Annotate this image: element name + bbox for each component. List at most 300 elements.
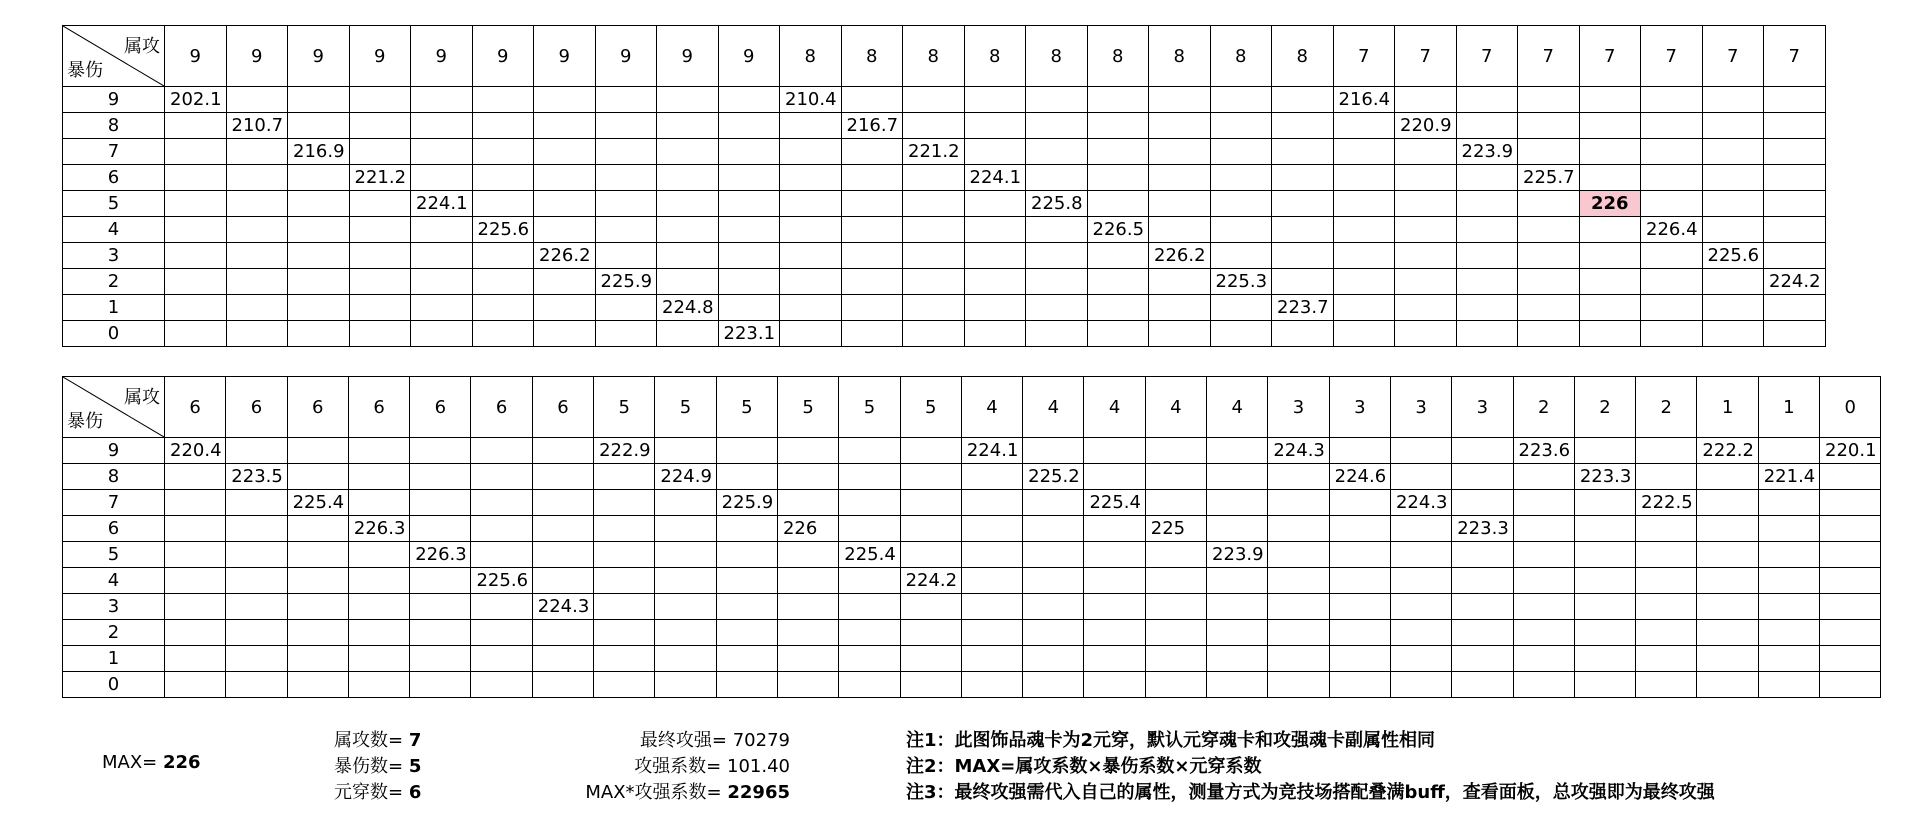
data-cell (1758, 672, 1819, 698)
row-header: 7 (63, 490, 165, 516)
data-cell: 222.5 (1636, 490, 1697, 516)
data-cell (961, 646, 1022, 672)
row-header: 9 (63, 87, 165, 113)
data-cell (1518, 217, 1580, 243)
data-cell (226, 516, 287, 542)
data-cell (472, 269, 534, 295)
data-cell (1023, 594, 1084, 620)
data-cell (1452, 438, 1513, 464)
data-cell (226, 243, 288, 269)
data-cell (657, 217, 719, 243)
data-cell (777, 672, 838, 698)
data-cell (348, 568, 409, 594)
data-cell (1268, 646, 1329, 672)
data-cell (961, 464, 1022, 490)
data-cell (716, 594, 777, 620)
table-row (63, 295, 1826, 321)
data-cell (1329, 568, 1390, 594)
data-cell (594, 672, 655, 698)
data-cell (410, 672, 471, 698)
row-header: 5 (63, 542, 165, 568)
data-cell (1758, 438, 1819, 464)
data-cell (1084, 438, 1145, 464)
table-row (63, 594, 1881, 620)
data-cell (900, 672, 961, 698)
column-header: 4 (961, 377, 1022, 438)
data-cell (534, 321, 596, 347)
row-header: 1 (63, 646, 165, 672)
data-cell (1207, 490, 1268, 516)
column-header: 4 (1084, 377, 1145, 438)
table-row (63, 516, 1881, 542)
data-cell (287, 568, 348, 594)
data-cell (472, 295, 534, 321)
data-cell (1087, 321, 1149, 347)
data-cell: 220.1 (1820, 438, 1881, 464)
data-cell (964, 269, 1026, 295)
data-cell (226, 620, 287, 646)
data-cell: 225.3 (1210, 269, 1272, 295)
attack-coef-label: 攻强系数= (634, 756, 722, 777)
data-cell (1574, 594, 1635, 620)
column-header: 0 (1820, 377, 1881, 438)
data-cell (1210, 295, 1272, 321)
data-cell (657, 87, 719, 113)
data-cell: 223.9 (1456, 139, 1518, 165)
attack-count-label: 属攻数= (334, 730, 404, 751)
data-cell (410, 438, 471, 464)
data-cell (1513, 568, 1574, 594)
data-cell (165, 516, 226, 542)
data-cell (1764, 87, 1826, 113)
row-header: 9 (63, 438, 165, 464)
data-cell: 223.1 (718, 321, 780, 347)
data-cell (1333, 139, 1395, 165)
data-cell: 222.2 (1697, 438, 1758, 464)
column-header: 5 (900, 377, 961, 438)
column-header: 9 (534, 26, 596, 87)
data-cell (1395, 139, 1457, 165)
final-attack-label: 最终攻强= (639, 730, 727, 751)
data-cell: 225 (1145, 516, 1206, 542)
data-cell (1023, 672, 1084, 698)
data-cell (839, 464, 900, 490)
data-cell (288, 217, 350, 243)
data-cell (165, 490, 226, 516)
data-cell (900, 646, 961, 672)
data-cell (595, 321, 657, 347)
data-cell (1210, 243, 1272, 269)
column-header: 8 (903, 26, 965, 87)
data-cell (1456, 191, 1518, 217)
data-cell (226, 295, 288, 321)
data-cell (1636, 568, 1697, 594)
data-cell (226, 165, 288, 191)
data-cell (1452, 464, 1513, 490)
data-cell (1272, 87, 1334, 113)
table-row (63, 490, 1881, 516)
data-cell (1641, 165, 1703, 191)
data-cell (534, 165, 596, 191)
column-header: 5 (716, 377, 777, 438)
data-cell (903, 113, 965, 139)
data-cell (165, 620, 226, 646)
data-cell (777, 646, 838, 672)
data-cell (1390, 646, 1451, 672)
data-cell (655, 620, 716, 646)
data-cell (964, 113, 1026, 139)
data-cell (1333, 165, 1395, 191)
data-cell (839, 568, 900, 594)
data-cell: 225.6 (472, 217, 534, 243)
data-cell (1084, 464, 1145, 490)
pen-count-value: 6 (408, 782, 422, 803)
data-cell (165, 295, 227, 321)
data-cell (1272, 243, 1334, 269)
data-cell (964, 139, 1026, 165)
data-cell (1820, 490, 1881, 516)
row-header: 0 (63, 321, 165, 347)
data-cell (961, 672, 1022, 698)
data-cell (1087, 165, 1149, 191)
data-cell: 220.4 (165, 438, 226, 464)
data-cell (287, 438, 348, 464)
max-label: MAX= (102, 752, 158, 773)
data-cell (1574, 516, 1635, 542)
data-cell: 226.5 (1087, 217, 1149, 243)
row-header: 7 (63, 139, 165, 165)
data-cell (1272, 217, 1334, 243)
data-cell (1456, 165, 1518, 191)
data-cell (718, 139, 780, 165)
column-header: 8 (1026, 26, 1088, 87)
data-cell (1636, 464, 1697, 490)
data-cell (594, 568, 655, 594)
data-cell (534, 139, 596, 165)
data-cell (1390, 464, 1451, 490)
data-cell (1026, 321, 1088, 347)
data-cell (472, 191, 534, 217)
pen-count-label: 元穿数= (334, 782, 404, 803)
data-cell: 226.2 (1149, 243, 1211, 269)
data-cell (1023, 568, 1084, 594)
data-cell: 225.9 (595, 269, 657, 295)
data-cell (165, 113, 227, 139)
data-cell: 216.9 (288, 139, 350, 165)
data-cell (903, 269, 965, 295)
data-cell (780, 113, 842, 139)
data-cell (1395, 243, 1457, 269)
data-cell (595, 87, 657, 113)
data-cell (1579, 139, 1641, 165)
column-header: 9 (226, 26, 288, 87)
table-row (63, 191, 1826, 217)
data-cell: 220.9 (1395, 113, 1457, 139)
data-cell (1636, 438, 1697, 464)
column-header: 7 (1395, 26, 1457, 87)
data-cell (1574, 672, 1635, 698)
data-cell (534, 269, 596, 295)
data-cell (1636, 672, 1697, 698)
data-cell (471, 490, 532, 516)
data-cell (226, 672, 287, 698)
data-cell (1697, 620, 1758, 646)
data-cell (1026, 87, 1088, 113)
data-cell (780, 321, 842, 347)
data-cell: 225.2 (1023, 464, 1084, 490)
max-times-coef-label: MAX*攻强系数= (585, 782, 722, 803)
data-cell (839, 646, 900, 672)
data-cell (532, 646, 593, 672)
data-cell (1395, 321, 1457, 347)
data-cell (1820, 672, 1881, 698)
data-cell (1702, 113, 1764, 139)
data-cell (1149, 217, 1211, 243)
column-header: 8 (1210, 26, 1272, 87)
table-row (63, 217, 1826, 243)
data-cell (1579, 113, 1641, 139)
data-cell: 226.2 (534, 243, 596, 269)
data-cell (411, 295, 473, 321)
data-cell (1641, 321, 1703, 347)
data-cell (841, 243, 903, 269)
data-cell (1087, 295, 1149, 321)
data-cell (777, 438, 838, 464)
data-cell (1513, 672, 1574, 698)
data-cell (1149, 139, 1211, 165)
column-header: 4 (1023, 377, 1084, 438)
data-cell (595, 243, 657, 269)
data-cell (1697, 672, 1758, 698)
data-cell (410, 646, 471, 672)
data-cell (1329, 646, 1390, 672)
max-summary (102, 752, 201, 773)
data-cell (411, 139, 473, 165)
column-header: 4 (1207, 377, 1268, 438)
data-cell (1758, 516, 1819, 542)
data-cell (1758, 568, 1819, 594)
data-cell (165, 464, 226, 490)
column-header: 6 (532, 377, 593, 438)
data-cell (348, 542, 409, 568)
corner-cell (63, 26, 165, 87)
data-cell (226, 542, 287, 568)
data-cell (349, 269, 411, 295)
data-cell (964, 295, 1026, 321)
crit-count-line (334, 752, 421, 778)
data-cell (411, 269, 473, 295)
data-cell (1579, 217, 1641, 243)
data-cell: 225.8 (1026, 191, 1088, 217)
data-cell (1395, 165, 1457, 191)
column-header: 2 (1513, 377, 1574, 438)
data-cell (839, 516, 900, 542)
data-cell (1697, 490, 1758, 516)
data-cell (1636, 516, 1697, 542)
table-row (63, 165, 1826, 191)
data-cell (657, 113, 719, 139)
data-cell (839, 594, 900, 620)
column-header: 8 (1149, 26, 1211, 87)
data-cell (841, 321, 903, 347)
column-header: 9 (657, 26, 719, 87)
data-cell (471, 646, 532, 672)
data-cell (1395, 217, 1457, 243)
data-cell (1518, 87, 1580, 113)
data-cell (411, 243, 473, 269)
data-cell (1390, 516, 1451, 542)
crit-count-label: 暴伤数= (334, 756, 404, 777)
data-cell (1702, 295, 1764, 321)
column-header: 6 (410, 377, 471, 438)
header-row (63, 26, 1826, 87)
column-header: 3 (1390, 377, 1451, 438)
row-header: 2 (63, 269, 165, 295)
data-cell (657, 243, 719, 269)
data-cell (1518, 113, 1580, 139)
data-cell (1272, 269, 1334, 295)
data-cell (1390, 542, 1451, 568)
data-cell (1272, 191, 1334, 217)
data-cell (1149, 113, 1211, 139)
data-cell (226, 438, 287, 464)
data-cell (595, 217, 657, 243)
column-header: 1 (1758, 377, 1819, 438)
data-cell (1456, 113, 1518, 139)
data-cell (226, 139, 288, 165)
data-cell (1390, 568, 1451, 594)
data-cell (961, 542, 1022, 568)
data-cell (718, 191, 780, 217)
data-cell (1641, 87, 1703, 113)
data-cell: 221.4 (1758, 464, 1819, 490)
data-cell (780, 191, 842, 217)
data-cell (1207, 516, 1268, 542)
data-cell (1636, 594, 1697, 620)
data-cell (411, 217, 473, 243)
data-cell (1579, 243, 1641, 269)
data-cell (903, 321, 965, 347)
row-header: 1 (63, 295, 165, 321)
data-cell (1697, 542, 1758, 568)
data-cell (1641, 139, 1703, 165)
data-cell (165, 646, 226, 672)
data-cell (839, 620, 900, 646)
data-cell (287, 620, 348, 646)
data-cell (1702, 217, 1764, 243)
data-cell (900, 542, 961, 568)
corner-bottom-label: 暴伤 (67, 60, 103, 81)
data-cell (471, 438, 532, 464)
data-cell (1697, 646, 1758, 672)
data-cell: 226.3 (348, 516, 409, 542)
data-cell (532, 672, 593, 698)
data-cell (780, 295, 842, 321)
data-cell (1149, 269, 1211, 295)
data-cell (1268, 672, 1329, 698)
data-cell (1329, 542, 1390, 568)
data-cell (716, 620, 777, 646)
data-cell (1333, 269, 1395, 295)
data-cell (900, 620, 961, 646)
column-header: 5 (777, 377, 838, 438)
data-cell (288, 191, 350, 217)
data-cell (1764, 113, 1826, 139)
data-cell (471, 620, 532, 646)
column-header: 5 (594, 377, 655, 438)
data-cell (472, 321, 534, 347)
data-cell (1145, 594, 1206, 620)
data-cell (1820, 542, 1881, 568)
column-header: 8 (780, 26, 842, 87)
column-header: 5 (839, 377, 900, 438)
data-cell (595, 113, 657, 139)
data-cell (780, 217, 842, 243)
data-cell (1149, 165, 1211, 191)
data-cell (1390, 672, 1451, 698)
data-cell (961, 594, 1022, 620)
data-cell (903, 87, 965, 113)
data-cell (594, 646, 655, 672)
table-row (63, 646, 1881, 672)
corner-bottom-label: 暴伤 (67, 411, 103, 432)
data-cell (1758, 594, 1819, 620)
data-cell (777, 464, 838, 490)
data-cell (1456, 321, 1518, 347)
data-cell (903, 165, 965, 191)
data-cell (1210, 139, 1272, 165)
column-header: 6 (226, 377, 287, 438)
data-cell (1395, 191, 1457, 217)
data-cell (903, 295, 965, 321)
note-1: 注1：此图饰品魂卡为2元穿，默认元穿魂卡和攻强魂卡副属性相同 (906, 730, 1436, 751)
data-cell (1452, 620, 1513, 646)
data-cell (1272, 321, 1334, 347)
data-cell: 226.4 (1641, 217, 1703, 243)
column-header: 8 (1272, 26, 1334, 87)
data-cell (1574, 542, 1635, 568)
data-cell (1452, 646, 1513, 672)
data-cell (961, 490, 1022, 516)
table-row (63, 464, 1881, 490)
data-cell (534, 191, 596, 217)
data-cell (1210, 217, 1272, 243)
data-cell: 225.6 (471, 568, 532, 594)
column-header: 8 (1087, 26, 1149, 87)
data-cell (1268, 516, 1329, 542)
data-cell (1333, 217, 1395, 243)
data-cell (1579, 165, 1641, 191)
data-cell (534, 295, 596, 321)
data-cell (1329, 438, 1390, 464)
data-cell (288, 113, 350, 139)
data-cell (1145, 620, 1206, 646)
data-cell (1210, 165, 1272, 191)
data-cell (348, 672, 409, 698)
data-cell (595, 139, 657, 165)
data-cell (1333, 191, 1395, 217)
data-cell: 225.4 (287, 490, 348, 516)
data-cell (1764, 321, 1826, 347)
data-cell (349, 113, 411, 139)
data-cell (841, 269, 903, 295)
column-header: 7 (1456, 26, 1518, 87)
data-cell (780, 165, 842, 191)
attack-coef-line (560, 752, 790, 778)
pen-count-line (334, 778, 421, 804)
data-cell (718, 87, 780, 113)
data-cell (348, 464, 409, 490)
